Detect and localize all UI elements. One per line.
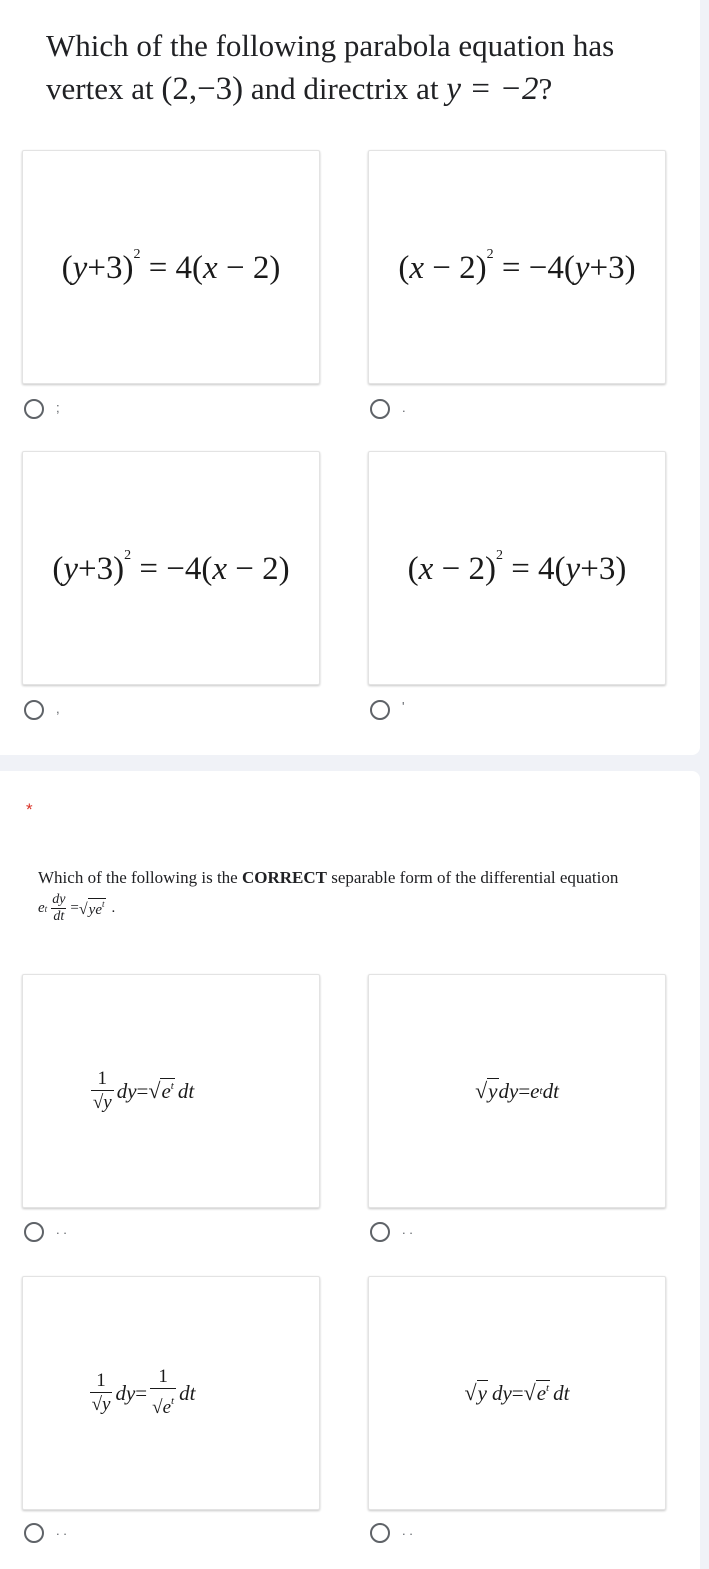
q2-option-d-equation: √ y dy = √ $e^t$ dt bbox=[464, 1380, 570, 1405]
q2-option-b-radio[interactable] bbox=[370, 1222, 390, 1242]
q1-option-a-equation: $(y+3)^2 = 4(x - 2)$ bbox=[61, 247, 281, 286]
q1-option-b-card[interactable] bbox=[368, 150, 666, 384]
directrix-value: y = −2 bbox=[446, 71, 539, 107]
q1-option-a-radio[interactable] bbox=[24, 399, 44, 419]
q2-option-a-card[interactable] bbox=[22, 974, 320, 1208]
q2-option-d-radio[interactable] bbox=[370, 1523, 390, 1543]
question-2-text bbox=[38, 866, 678, 889]
q1-option-d-equation: $(x - 2)^2 = 4(y+3)$ bbox=[407, 548, 627, 587]
q1-option-c-equation: $(y+3)^2 = -4(x - 2)$ bbox=[52, 548, 290, 587]
q1-option-c-label: , bbox=[56, 701, 60, 716]
q2-option-d-label: . . bbox=[402, 1523, 413, 1538]
question-1-part-b: and directrix at bbox=[243, 71, 447, 106]
question-2-part-a: Which of the following is the bbox=[38, 868, 242, 887]
q1-option-b-radio[interactable] bbox=[370, 399, 390, 419]
q1-option-b-label: . bbox=[402, 400, 406, 415]
question-1-part-c: ? bbox=[538, 71, 553, 106]
question-1-text bbox=[46, 24, 686, 111]
q1-option-c-card[interactable] bbox=[22, 451, 320, 685]
required-asterisk: * bbox=[26, 800, 33, 819]
q1-option-d-label: ' bbox=[402, 699, 405, 714]
q2-option-c-label: . . bbox=[56, 1523, 67, 1538]
q2-option-b-card[interactable] bbox=[368, 974, 666, 1208]
question-1-part-a: Which of the following parabola equation has vertex at bbox=[46, 28, 615, 106]
q2-option-b-label: . . bbox=[402, 1222, 413, 1237]
question-2-bold: CORRECT bbox=[241, 868, 327, 887]
q2-option-d-card[interactable] bbox=[368, 1276, 666, 1510]
q2-option-a-equation: $\frac{1}{√y}$ dy = √ $e^t$ dt bbox=[92, 1067, 195, 1113]
q1-option-a-label: ; bbox=[56, 400, 60, 415]
question-2-equation: e t $\frac{dy}{dt}$ = √ $ye^t$ . bbox=[38, 892, 116, 924]
q1-option-a-card[interactable] bbox=[22, 150, 320, 384]
q1-option-b-equation: $(x - 2)^2 = -4(y+3)$ bbox=[398, 247, 636, 286]
q1-option-d-card[interactable] bbox=[368, 451, 666, 685]
q2-option-a-radio[interactable] bbox=[24, 1222, 44, 1242]
question-2-part-b: separable form of the differential equation bbox=[326, 868, 619, 887]
q2-option-c-equation: $\frac{1}{√y}$ dy = $\frac{1}{√e^t}$ dt bbox=[91, 1366, 196, 1418]
q1-option-d-radio[interactable] bbox=[370, 700, 390, 720]
q2-option-b-equation: √ y dy = e t dt bbox=[475, 1078, 559, 1103]
q1-option-c-radio[interactable] bbox=[24, 700, 44, 720]
question-card-1 bbox=[0, 0, 700, 755]
vertex-value: (2,−3) bbox=[161, 71, 244, 107]
q2-option-c-card[interactable] bbox=[22, 1276, 320, 1510]
q2-option-c-radio[interactable] bbox=[24, 1523, 44, 1543]
q2-option-a-label: . . bbox=[56, 1222, 67, 1237]
